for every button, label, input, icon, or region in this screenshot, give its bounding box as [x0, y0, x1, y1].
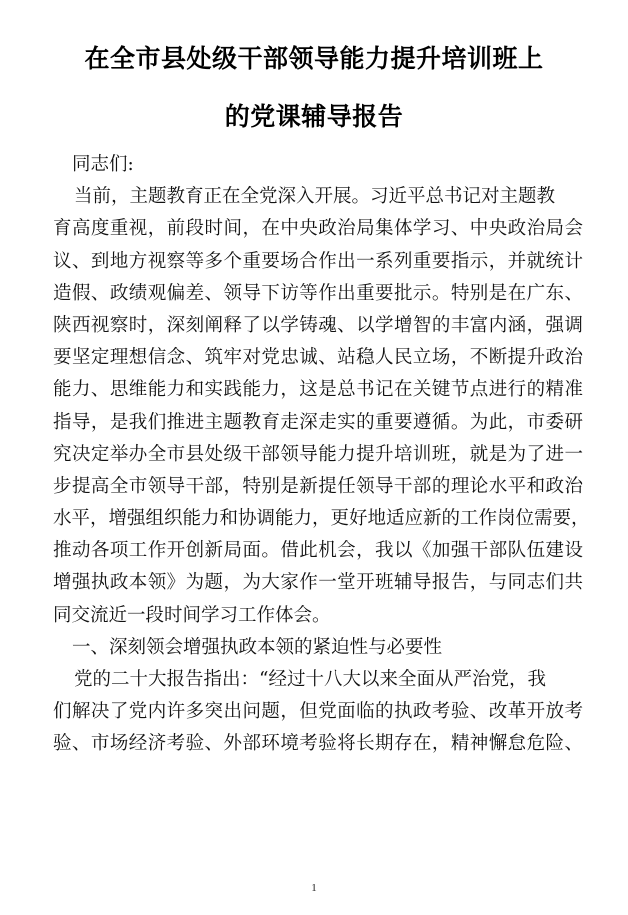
paragraph-2-line: 们解决了党内许多突出问题，但党面临的执政考验、改革开放考 — [53, 701, 583, 723]
paragraph-1-line: 议、到地方视察等多个重要场合作出一系列重要指示，并就统计 — [53, 250, 583, 272]
paragraph-1-line: 推动各项工作开创新局面。借此机会，我以《加强干部队伍建设 — [53, 540, 583, 562]
paragraph-1-line: 指导，是我们推进主题教育走深走实的重要遵循。为此，市委研 — [53, 411, 583, 433]
paragraph-1-line: 步提高全市领导干部，特别是新提任领导干部的理论水平和政治 — [53, 475, 583, 497]
section-heading: 一、深刻领会增强执政本领的紧迫性与必要性 — [72, 636, 443, 658]
paragraph-1-line: 当前，主题教育正在全党深入开展。习近平总书记对主题教 — [74, 186, 556, 208]
paragraph-2-line: 验、市场经济考验、外部环境考验将长期存在，精神懈怠危险、 — [53, 733, 583, 755]
document-title-line-1: 在全市县处级干部领导能力提升培训班上 — [84, 44, 544, 73]
document-body — [53, 149, 590, 761]
paragraph-2-line: 党的二十大报告指出：“经过十八大以来全面从严治党，我 — [74, 669, 546, 690]
page-number: 1 — [311, 882, 317, 894]
paragraph-1-line: 水平，增强组织能力和协调能力，更好地适应新的工作岗位需要， — [53, 508, 590, 530]
paragraph-1-line: 能力、思维能力和实践能力，这是总书记在关键节点进行的精准 — [53, 379, 583, 401]
paragraph-1-line: 育高度重视，前段时间，在中央政治局集体学习、中央政治局会 — [53, 218, 583, 240]
paragraph-1-line: 增强执政本领》为题，为大家作一堂开班辅导报告，与同志们共 — [53, 572, 583, 594]
paragraph-1-line: 要坚定理想信念、筑牢对党忠诚、站稳人民立场，不断提升政治 — [53, 347, 583, 369]
paragraph-1-line: 陕西视察时，深刻阐释了以学铸魂、以学增智的丰富内涵，强调 — [53, 314, 583, 336]
paragraph-1-line: 造假、政绩观偏差、领导下访等作出重要批示。特别是在广东、 — [53, 282, 583, 304]
paragraph-1-line: 究决定举办全市县处级干部领导能力提升培训班，就是为了进一 — [53, 443, 583, 465]
paragraph-1-line: 同交流近一段时间学习工作体会。 — [53, 604, 331, 626]
salutation: 同志们: — [72, 154, 134, 175]
document-title-line-2: 的党课辅导报告 — [224, 102, 404, 131]
